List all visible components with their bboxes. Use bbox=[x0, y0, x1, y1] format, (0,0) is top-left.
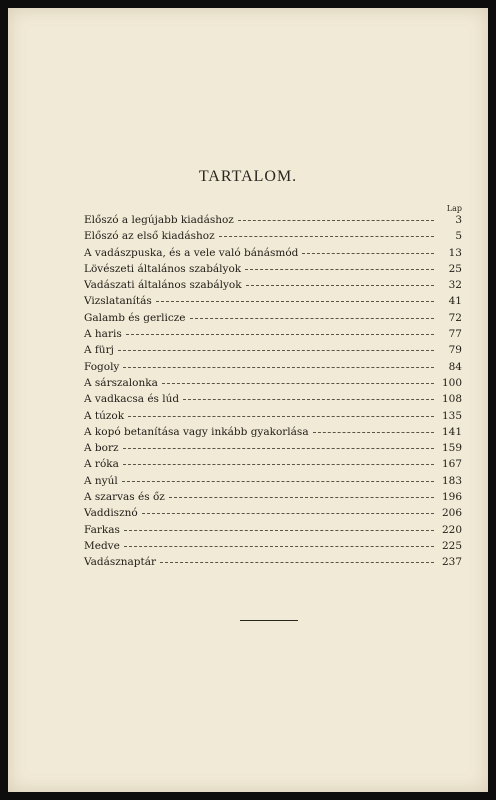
toc-entry-page-number: 25 bbox=[448, 262, 462, 275]
toc-entry-label: Lövészeti általános szabályok bbox=[84, 262, 242, 275]
toc-entry-page-number: 196 bbox=[441, 491, 462, 504]
page-title: TARTALOM. bbox=[198, 168, 298, 185]
dot-leader bbox=[183, 399, 434, 400]
dot-leader bbox=[128, 416, 434, 417]
toc-entry bbox=[84, 442, 462, 458]
dot-leader bbox=[123, 448, 434, 449]
toc-entry-page-number: 72 bbox=[448, 311, 462, 324]
toc-entry-page-number: 159 bbox=[441, 442, 462, 455]
toc-entry-label: A kopó betanítása vagy inkább gyakorlása bbox=[84, 425, 309, 438]
dot-leader bbox=[123, 464, 434, 465]
toc-entry-page-number: 141 bbox=[441, 425, 462, 438]
toc-entry-page-number: 220 bbox=[441, 523, 462, 536]
toc-entry-page-number: 41 bbox=[448, 295, 462, 308]
toc-entry bbox=[84, 507, 462, 523]
toc-entry bbox=[84, 524, 462, 540]
toc-entry bbox=[84, 214, 462, 230]
dot-leader bbox=[156, 301, 434, 302]
dot-leader bbox=[245, 269, 434, 270]
dot-leader bbox=[238, 220, 434, 221]
dot-leader bbox=[169, 497, 434, 498]
toc-entry-label: Előszó az első kiadáshoz bbox=[84, 230, 215, 243]
toc-entry-page-number: 100 bbox=[441, 376, 462, 389]
toc-entry-label: Előszó a legújabb kiadáshoz bbox=[84, 214, 234, 226]
dot-leader bbox=[142, 513, 434, 514]
toc-entry bbox=[84, 540, 462, 556]
toc-entry bbox=[84, 312, 462, 328]
toc-entry-label: A fürj bbox=[84, 344, 114, 357]
dot-leader bbox=[190, 318, 434, 319]
toc-entry-label: Fogoly bbox=[84, 360, 120, 373]
toc-entry-label: Medve bbox=[84, 539, 120, 552]
dot-leader bbox=[123, 367, 434, 368]
toc-entry-label: A haris bbox=[84, 328, 122, 341]
toc-entry-page-number: 237 bbox=[441, 556, 462, 569]
toc-entry-label: A sárszalonka bbox=[84, 376, 158, 389]
toc-entry-page-number: 3 bbox=[455, 214, 462, 226]
toc-entry-page-number: 13 bbox=[448, 246, 462, 259]
toc-entry-page-number: 135 bbox=[441, 409, 462, 422]
toc-entry-page-number: 77 bbox=[448, 328, 462, 341]
toc-entry-label: Farkas bbox=[84, 523, 120, 536]
toc-entry-page-number: 225 bbox=[441, 539, 462, 552]
toc-entry-label: A vadászpuska, és a vele való bánásmód bbox=[84, 246, 299, 259]
toc-entry-label: Vadászati általános szabályok bbox=[84, 279, 242, 292]
table-of-contents bbox=[84, 214, 462, 573]
dot-leader bbox=[124, 546, 434, 547]
dot-leader bbox=[302, 253, 434, 254]
toc-entry-page-number: 32 bbox=[448, 279, 462, 292]
divider-rule bbox=[240, 620, 298, 621]
dot-leader bbox=[126, 334, 434, 335]
toc-entry-label: Vaddisznó bbox=[84, 507, 138, 520]
toc-entry bbox=[84, 410, 462, 426]
dot-leader bbox=[246, 285, 434, 286]
toc-entry-label: A borz bbox=[84, 442, 119, 455]
toc-entry bbox=[84, 247, 462, 263]
toc-entry-page-number: 167 bbox=[441, 458, 462, 471]
toc-entry-label: Vadásznaptár bbox=[84, 556, 157, 569]
toc-entry bbox=[84, 393, 462, 409]
book-page bbox=[8, 8, 488, 792]
toc-entry-label: A nyúl bbox=[84, 474, 118, 487]
toc-entry-page-number: 5 bbox=[455, 230, 462, 243]
toc-entry bbox=[84, 458, 462, 474]
dot-leader bbox=[219, 236, 434, 237]
toc-entry bbox=[84, 328, 462, 344]
toc-entry-label: A vadkacsa és lúd bbox=[84, 393, 180, 406]
page-column-header: Lap bbox=[446, 204, 462, 213]
dot-leader bbox=[122, 481, 434, 482]
toc-entry-page-number: 79 bbox=[448, 344, 462, 357]
toc-entry bbox=[84, 426, 462, 442]
toc-entry-label: Galamb és gerlicze bbox=[84, 311, 186, 324]
toc-entry bbox=[84, 344, 462, 360]
toc-entry-label: Vizslatanítás bbox=[84, 295, 152, 308]
toc-entry-page-number: 84 bbox=[448, 360, 462, 373]
dot-leader bbox=[162, 383, 434, 384]
toc-entry bbox=[84, 475, 462, 491]
toc-entry bbox=[84, 279, 462, 295]
toc-entry bbox=[84, 295, 462, 311]
toc-entry bbox=[84, 491, 462, 507]
toc-entry bbox=[84, 377, 462, 393]
toc-entry-label: A túzok bbox=[84, 409, 125, 422]
dot-leader bbox=[313, 432, 434, 433]
toc-entry-label: A szarvas és őz bbox=[84, 491, 165, 504]
toc-entry-label: A róka bbox=[84, 458, 119, 471]
toc-entry-page-number: 108 bbox=[441, 393, 462, 406]
toc-entry bbox=[84, 230, 462, 246]
dot-leader bbox=[124, 530, 434, 531]
toc-entry bbox=[84, 361, 462, 377]
dot-leader bbox=[118, 350, 434, 351]
toc-entry bbox=[84, 263, 462, 279]
toc-entry bbox=[84, 556, 462, 572]
toc-entry-page-number: 206 bbox=[441, 507, 462, 520]
toc-entry-page-number: 183 bbox=[441, 474, 462, 487]
dot-leader bbox=[160, 562, 434, 563]
